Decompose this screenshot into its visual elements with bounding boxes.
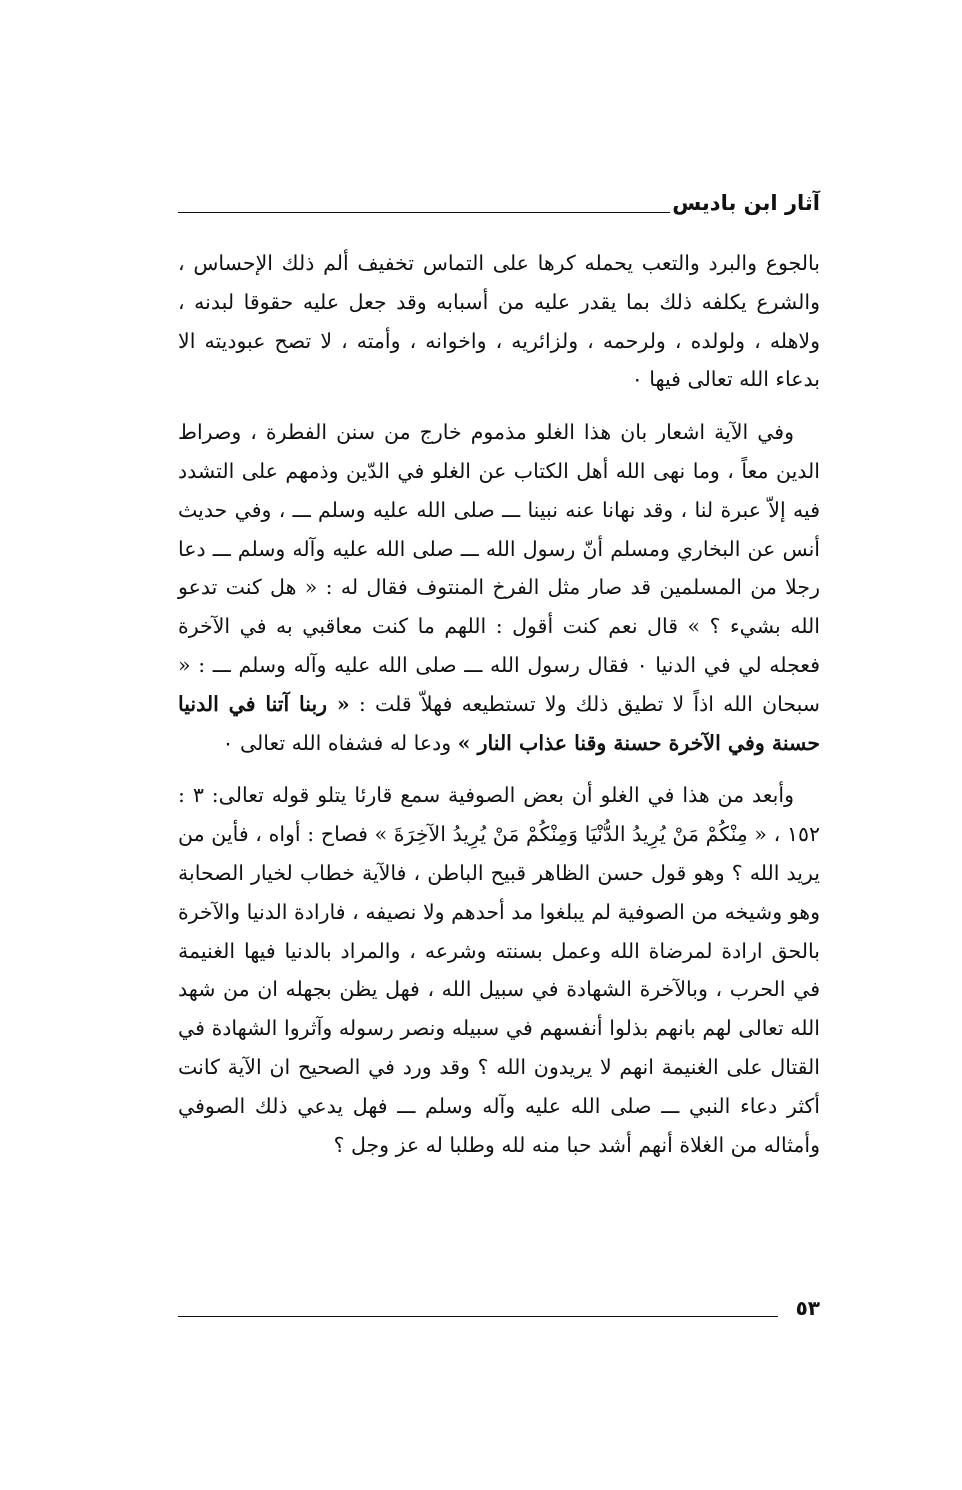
paragraph-1-text: بالجوع والبرد والتعب يحمله كرها على التماس تخفيف ألم ذلك الإحساس ، والشرع يكلفه ذلك بما يقدر عليه من أسبابه وقد جعل عليه حقوقا لبدنه ، ولاهله ، ولولده ، ولرحمه ، ولزائريه ، واخوانه ، وأمته ، لا تصح عبوديته الا بدعاء الله تعالى فيها ٠ <box>178 251 820 392</box>
paragraph-2-tail: ودعا له فشفاه الله تعالى ٠ <box>222 730 452 755</box>
page-footer <box>178 1294 820 1324</box>
paragraph-2 <box>178 413 820 762</box>
paragraph-3-text: وأبعد من هذا في الغلو أن بعض الصوفية سمع قارئا يتلو قوله تعالى: ٣ : ١٥٢ ، « مِنْكُمْ مَنْ يُرِيدُ الدُّنْيَا وَمِنْكُمْ مَنْ يُرِيدُ الآخِرَةَ » فصاح : أواه ، فأين من يريد الله ؟ وهو قول حسن الظاهر قبيح الباطن ، فالآية خطاب لخيار الصحابة وهو وشيخه من الصوفية لم يبلغوا مد أحدهم ولا نصيفه ، فارادة الدنيا والآخرة بالحق ارادة لمرضاة الله وعمل بسنته وشرعه ، والمراد بالدنيا فيها الغنيمة في الحرب ، وبالآخرة الشهادة في سبيل الله ، فهل يظن بجهله ان من شهد الله تعالى لهم بانهم بذلوا أنفسهم في سبيله ونصر رسوله وآثروا الشهادة في القتال على الغنيمة انهم لا يريدون الله ؟ وقد ورد في الصحيح ان الآية كانت أكثر دعاء النبي ـــ صلى الله عليه وآله وسلم ـــ فهل يدعي ذلك الصوفي وأمثاله من الغلاة أنهم أشد حبا منه لله وطلبا له عز وجل ؟ <box>178 783 820 1157</box>
book-title: آثار ابن باديس <box>672 191 820 215</box>
page-number: ٥٣ <box>795 1296 820 1320</box>
quranic-prayer-quote: « ربنا آتنا في الدنيا حسنة وفي الآخرة حسنة وقنا عذاب النار » <box>178 691 820 755</box>
paragraph-2-text: وفي الآية اشعار بان هذا الغلو مذموم خارج من سنن الفطرة ، وصراط الدين معاً ، وما نهى الله أهل الكتاب عن الغلو في الدّين وذمهم على التشدد فيه إلاّ عبرة لنا ، وقد نهانا عنه نبينا ـــ صلى الله عليه وسلم ـــ ، وفي حديث أنس عن البخاري ومسلم أنّ رسول الله ـــ صلى الله عليه وآله وسلم ـــ دعا رجلا من المسلمين قد صار مثل الفرخ المنتوف فقال له : « هل كنت تدعو الله بشيء ؟ » قال نعم كنت أقول : اللهم ما كنت معاقبي به في الآخرة فعجله لي في الدنيا ٠ فقال رسول الله ـــ صلى الله عليه وآله وسلم ـــ : « سبحان الله اذاً لا تطيق ذلك ولا تستطيعه فهلاّ قلت : <box>178 420 820 716</box>
running-header <box>178 188 820 224</box>
paragraph-3 <box>178 776 820 1164</box>
footer-rule <box>178 1316 778 1317</box>
paragraph-1 <box>178 244 820 399</box>
page-body <box>178 244 820 1164</box>
header-rule <box>178 212 670 213</box>
